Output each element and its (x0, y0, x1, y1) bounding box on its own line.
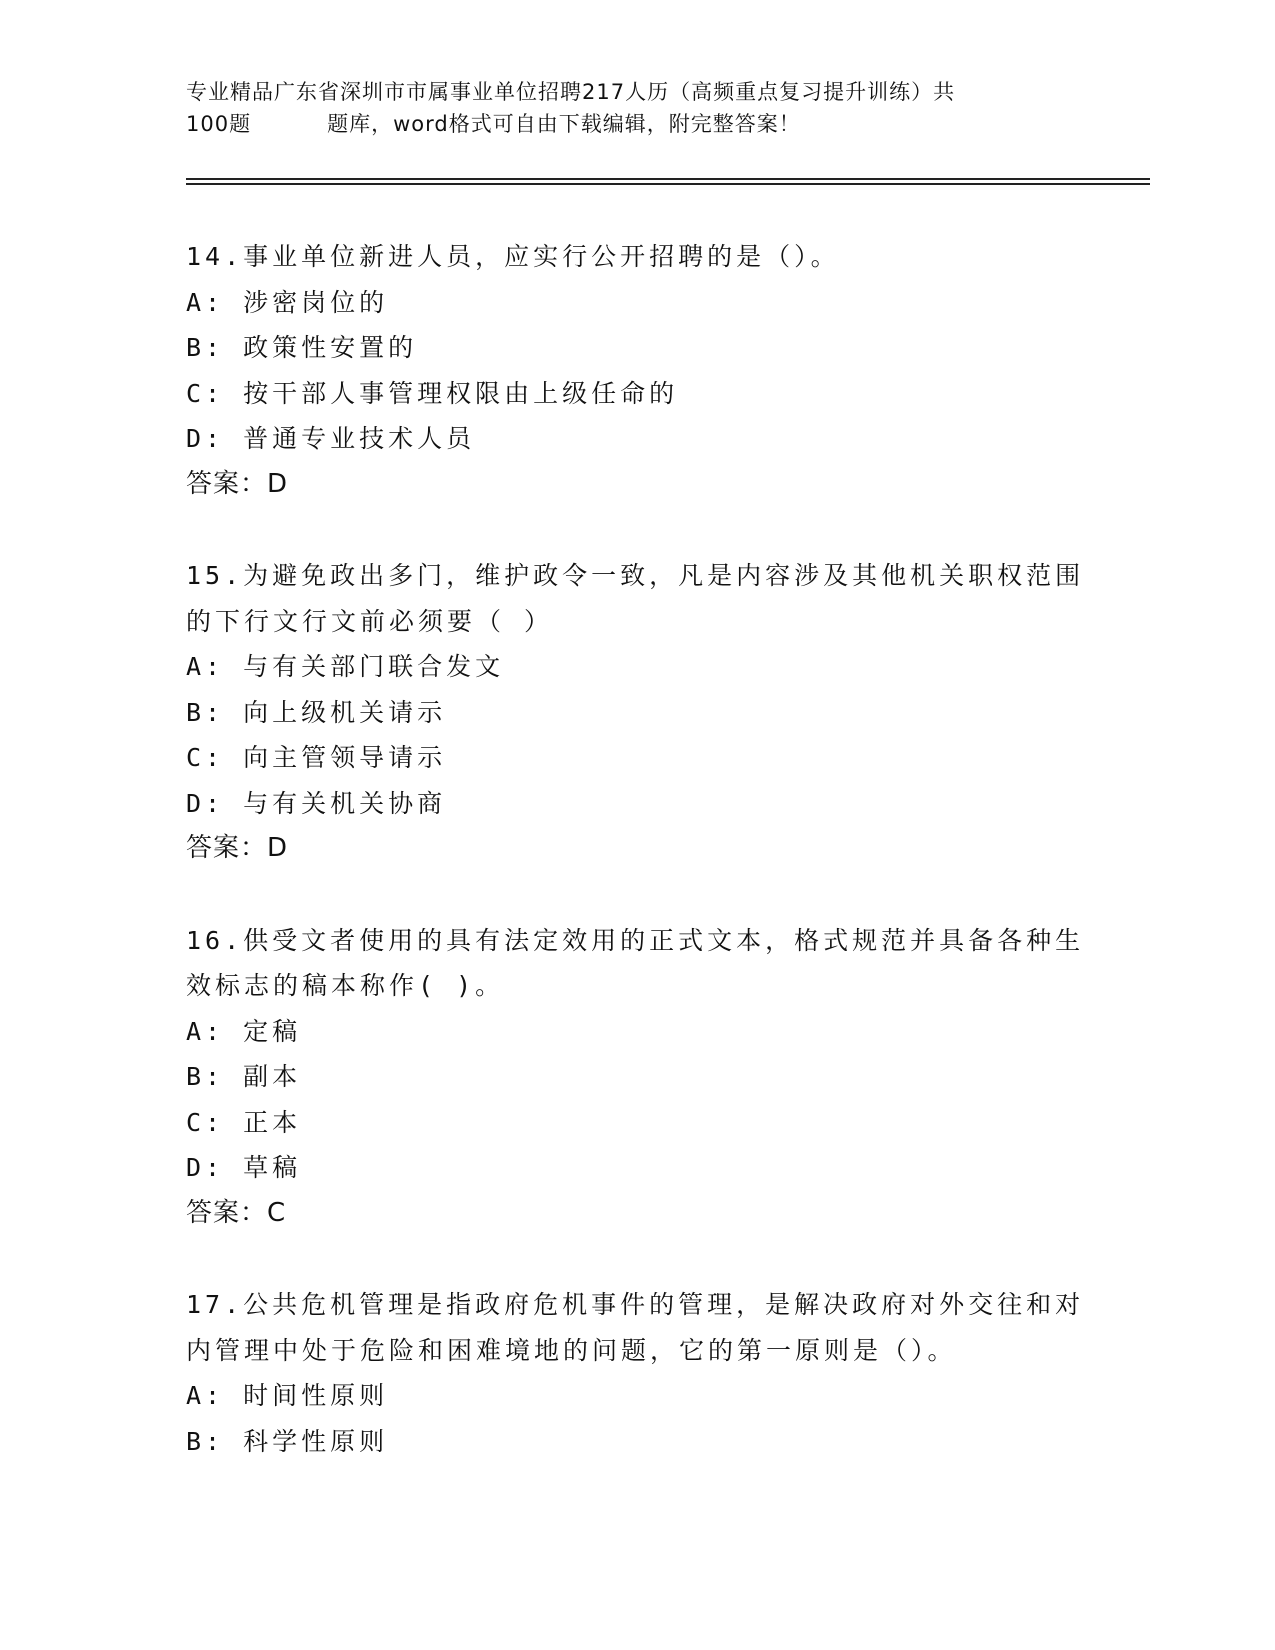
option-c: C: 按干部人事管理权限由上级任命的 (186, 378, 679, 408)
question-15 (186, 553, 1086, 872)
header-line-1: 专业精品广东省深圳市市属事业单位招聘217人历（高频重点复习提升训练）共 (186, 80, 956, 104)
option-a: A: 涉密岗位的 (186, 287, 389, 317)
question-stem: 17.公共危机管理是指政府危机事件的管理，是解决政府对外交往和对 (186, 1290, 1085, 1319)
question-stem-continued: 效标志的稿本称作( )。 (186, 971, 505, 1000)
option-d: D: 与有关机关协商 (186, 788, 447, 818)
question-17 (186, 1282, 1086, 1464)
question-stem: 15.为避免政出多门，维护政令一致，凡是内容涉及其他机关职权范围 (186, 561, 1085, 590)
option-b: B: 科学性原则 (186, 1426, 389, 1456)
option-b: B: 副本 (186, 1062, 302, 1091)
answer: 答案：D (186, 468, 289, 499)
option-b: B: 政策性安置的 (186, 333, 418, 362)
option-c: C: 正本 (186, 1107, 302, 1137)
answer: 答案：C (186, 1197, 287, 1228)
header-divider-top (186, 178, 1150, 180)
question-stem-continued: 内管理中处于危险和困难境地的问题，它的第一原则是（）。 (186, 1335, 957, 1365)
question-14 (186, 234, 1086, 507)
question-stem: 16.供受文者使用的具有法定效用的正式文本，格式规范并具备各种生 (186, 925, 1085, 955)
option-d: D: 草稿 (186, 1153, 302, 1182)
question-16 (186, 918, 1086, 1237)
option-a: A: 时间性原则 (186, 1381, 389, 1410)
answer: 答案：D (186, 833, 289, 863)
header-divider-bottom (186, 183, 1150, 185)
header-description: 题库，word格式可自由下载编辑，附完整答案！ (327, 112, 801, 136)
option-d: D: 普通专业技术人员 (186, 424, 476, 453)
question-list (186, 234, 1086, 1510)
option-a: A: 定稿 (186, 1016, 302, 1046)
question-stem-continued: 的下行文行文前必须要（ ） (186, 606, 554, 636)
question-stem: 14.事业单位新进人员，应实行公开招聘的是（）。 (186, 242, 840, 271)
option-a: A: 与有关部门联合发文 (186, 652, 505, 681)
option-c: C: 向主管领导请示 (186, 743, 447, 772)
document-header (186, 76, 1066, 140)
header-question-count: 100题 (186, 112, 252, 136)
header-line-2 (186, 108, 1066, 140)
option-b: B: 向上级机关请示 (186, 697, 447, 727)
